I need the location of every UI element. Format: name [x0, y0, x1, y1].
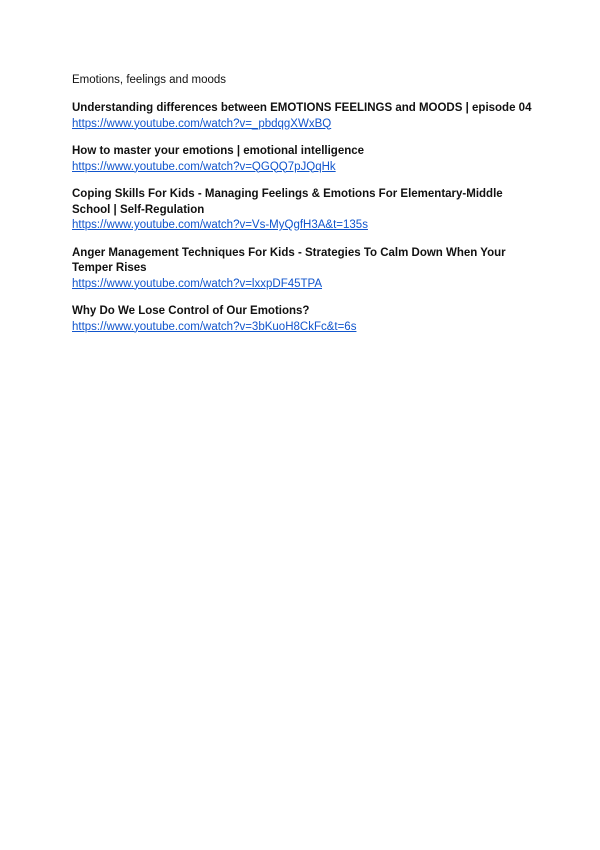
- video-link[interactable]: https://www.youtube.com/watch?v=lxxpDF45TPA: [72, 277, 323, 290]
- video-title: Coping Skills For Kids - Managing Feelings & Emotions For Elementary-Middle School | Self-Regulation: [72, 188, 503, 216]
- document-page: [72, 72, 532, 347]
- video-link[interactable]: https://www.youtube.com/watch?v=Vs-MyQgfH3A&t=135s: [72, 219, 368, 231]
- list-item: [72, 246, 532, 293]
- list-item: [72, 187, 532, 234]
- video-link[interactable]: https://www.youtube.com/watch?v=_pbdqgXWxBQ: [72, 117, 332, 130]
- video-title: How to master your emotions | emotional intelligence: [72, 145, 365, 157]
- video-link[interactable]: https://www.youtube.com/watch?v=3bKuoH8CkFc&t=6s: [72, 320, 357, 333]
- list-item: [72, 101, 532, 132]
- list-item: [72, 304, 532, 335]
- list-item: [72, 144, 532, 175]
- video-title: Why Do We Lose Control of Our Emotions?: [72, 305, 310, 317]
- video-title: Understanding differences between EMOTIONS FEELINGS and MOODS | episode 04: [72, 102, 532, 114]
- video-title: Anger Management Techniques For Kids - Strategies To Calm Down When Your Temper Rises: [72, 246, 506, 274]
- document-title: Emotions, feelings and moods: [72, 74, 227, 86]
- video-link[interactable]: https://www.youtube.com/watch?v=QGQQ7pJQqHk: [72, 160, 336, 173]
